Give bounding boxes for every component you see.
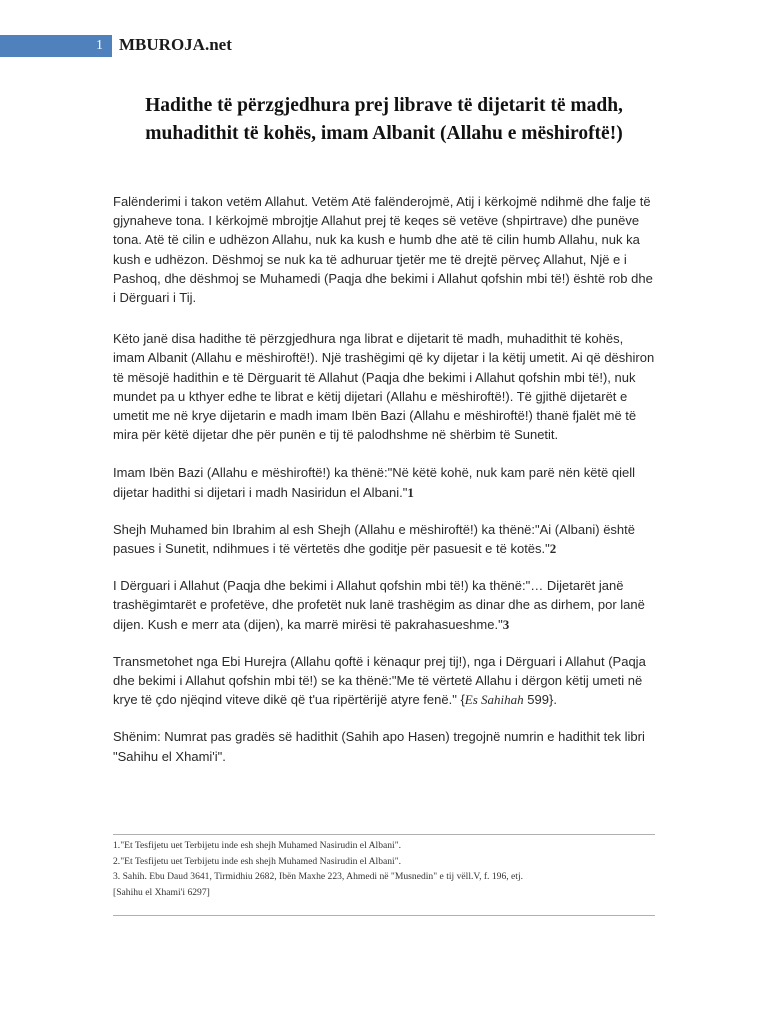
- paragraph-note: Shënim: Numrat pas gradës së hadithit (Sahih apo Hasen) tregojnë numrin e hadithit tek libri "Sahihu el Xhami'i".: [113, 729, 645, 764]
- paragraph-abu-hurayra-hadith: [113, 652, 655, 710]
- page-number: 1: [96, 38, 103, 53]
- paragraph-shejh-muhamed-quote: [113, 520, 655, 558]
- footnote-3-continued: [Sahihu el Xhami'i 6297]: [113, 886, 210, 898]
- footnote-1: 1."Et Tesfijetu uet Terbijetu inde esh shejh Muhamed Nasirudin el Albani".: [113, 840, 402, 851]
- footnote-ref-1[interactable]: 1: [407, 484, 414, 500]
- footnote-2: 2."Et Tesfijetu uet Terbijetu inde esh shejh Muhamed Nasirudin el Albani".: [113, 855, 402, 867]
- paragraph-intro: Falënderimi i takon vetëm Allahut. Vetëm Atë falënderojmë, Atij i kërkojmë ndihmë dhe falje të gjynaheve tona. I kërkojmë mbrojtje Allahut prej të keqes së vetëve (shpirtrave) dhe punëve tona. Atë të cilin e udhëzon Allahu, nuk ka kush e humb dhe atë të cilin humb Allahu, nuk ka kush e udhëzon. Dëshmoj se nuk ka të adhuruar tjetër me të drejtë përveç Allahut, Një e i Pashoq, dhe dëshmoj se Muhamedi (Paqja dhe bekimi i Allahut qofshin mbi të!) është rob dhe i Dërguari i Tij.: [113, 194, 653, 306]
- quote-text: Imam Ibën Bazi (Allahu e mëshiroftë!) ka thënë:"Në këtë kohë, nuk kam parë nën këtë qiell dijetar hadithi si dijetari i madh Nasiridun el Albani.": [113, 465, 635, 500]
- document-title: Hadithe të përzgjedhura prej librave të dijetarit të madh, muhadithit të kohës, imam Albanit (Allahu e mëshiroftë!): [145, 95, 623, 144]
- quote-text: I Dërguari i Allahut (Paqja dhe bekimi i Allahut qofshin mbi të!) ka thënë:"… Dijetarët janë trashëgimtarët e profetëve, dhe profetët nuk lanë trashëgim as dinar dhe as dirhem, por lanë dijen. Kush e merr ata (dijen), ka marrë mirësi të pakrahasueshme.": [113, 578, 645, 632]
- hadith-text: Transmetohet nga Ebi Hurejra (Allahu qoftë i kënaqur prej tij!), nga i Dërguari i Allahut (Paqja dhe bekimi i Allahut qofshin mbi të!) se ka thënë:"Me të vërtetë Allahu i dërgon këtij umeti në krye të çdo njëqind viteve dikë që t'ua ripërtërijë atyre fenë." {: [113, 653, 646, 708]
- footnotes: [113, 838, 655, 900]
- paragraph-about-albani: Këto janë disa hadithe të përzgjedhura nga librat e dijetarit të madh, muhadithit të kohës, imam Albanit (Allahu e mëshiroftë!). Një trashëgimi që ky dijetar i la këtij umetit. Ai që dëshiron të mësojë hadithin e të Dërguarit të Allahut (Paqja dhe bekimi i Allahut qofshin mbi të!), nuk mundet pa u kthyer edhe te librat e këtij dijetari (Allahu e mëshiroftë!). Të gjithë dijetarët e umetit me në krye dijetarin e madh imam Ibën Bazi (Allahu e mëshiroftë!) thanë fjalët më të mira për këtë dijetar dhe për punën e tij të palodhshme në shërbim të Sunetit.: [113, 331, 655, 443]
- footnote-ref-2[interactable]: 2: [549, 541, 557, 557]
- footnote-3: 3. Sahih. Ebu Daud 3641, Tirmidhiu 2682, Ibën Maxhe 223, Ahmedi në "Musnedin" e tij vëll.V, f. 196, etj.: [113, 871, 524, 883]
- paragraph-hadith-scholars: [113, 576, 655, 634]
- paragraph-ibn-baz-quote: [113, 463, 655, 501]
- footnote-ref-3[interactable]: 3: [502, 616, 510, 632]
- quote-text: Shejh Muhamed bin Ibrahim al esh Shejh (Allahu e mëshiroftë!) ka thënë:"Ai (Albani) është pasues i Sunetit, ndihmues i të vërtetës dhe goditje për pasuesit e të kotës.": [113, 521, 636, 557]
- footnote-divider-bottom: [113, 915, 655, 916]
- site-name: MBUROJA.net: [119, 35, 232, 54]
- document-body: [113, 192, 655, 784]
- hadith-source-number: 599}.: [523, 692, 557, 708]
- hadith-source: Es Sahihah: [464, 692, 524, 708]
- footnote-divider-top: [113, 834, 655, 835]
